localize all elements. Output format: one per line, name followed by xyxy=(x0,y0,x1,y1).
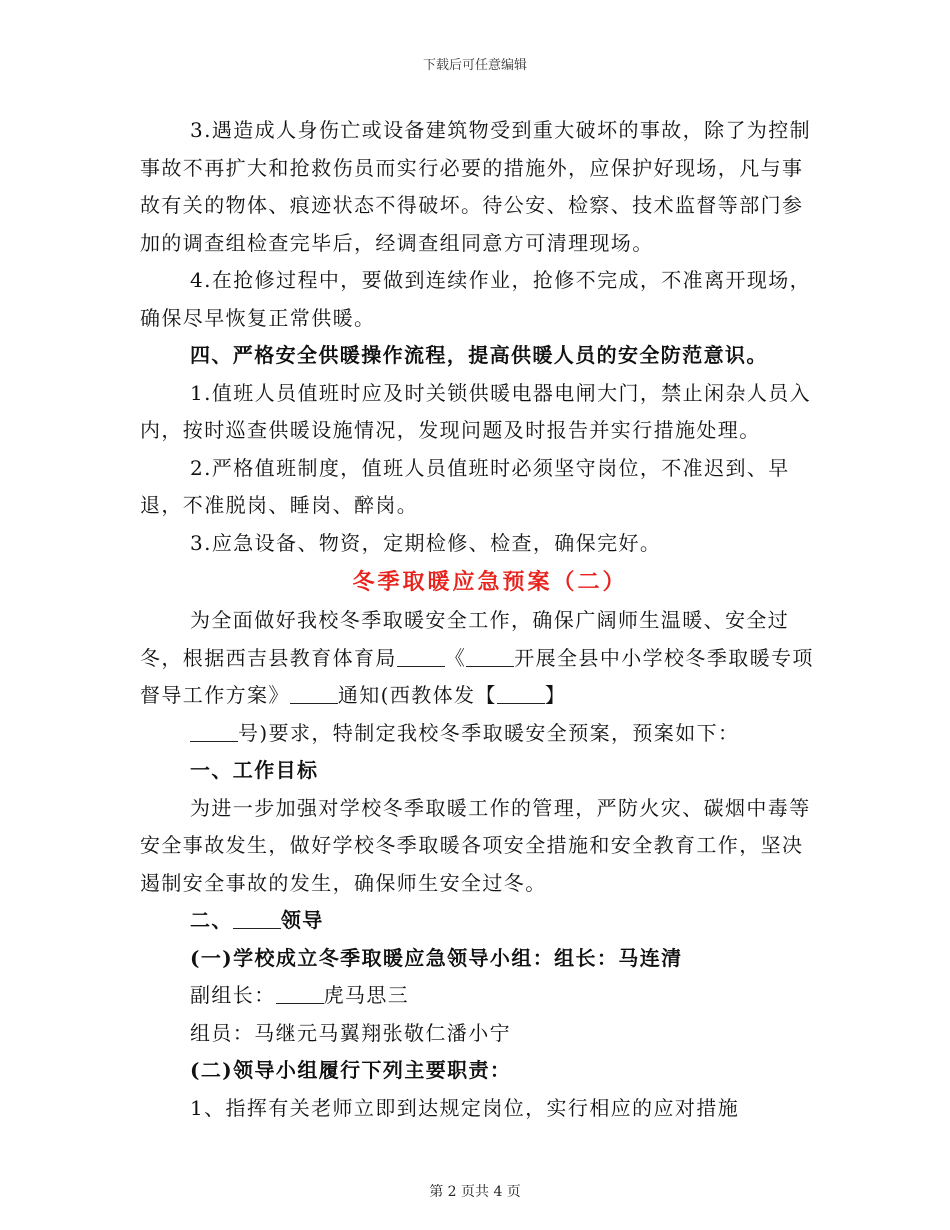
paragraph-repair: 4.在抢修过程中，要做到连续作业，抢修不完成，不准离开现场，确保尽早恢复正常供暖。 xyxy=(140,268,812,330)
heading-leadership xyxy=(140,902,820,940)
paragraph-intro xyxy=(140,602,820,715)
heading-work-goal: 一、工作目标 xyxy=(190,758,319,782)
blank-line xyxy=(290,683,338,704)
subheading-duties: (二)领导小组履行下列主要职责： xyxy=(190,1058,512,1082)
intro-text-4: 通知(西教体发【 xyxy=(337,683,497,707)
heading-leadership-suffix: 领导 xyxy=(280,908,324,932)
page-header: 下载后可任意编辑 xyxy=(422,58,527,73)
blank-line xyxy=(233,908,281,929)
intro-text-5: 】 xyxy=(544,683,567,707)
blank-line xyxy=(466,646,514,667)
paragraph-vice-leader xyxy=(140,977,820,1015)
vice-label: 副组长： xyxy=(190,983,276,1007)
paragraph-duty-system: 2.严格值班制度，值班人员值班时必须坚守岗位，不准迟到、早退，不准脱岗、睡岗、醉岗。 xyxy=(140,455,790,517)
heading-section-four: 四、严格安全供暖操作流程，提高供暖人员的安全防范意识。 xyxy=(190,343,768,367)
intro2-text: 号)要求，特制定我校冬季取暖安全预案，预案如下： xyxy=(238,720,740,745)
paragraph-duty-one: 1、指挥有关老师立即到达规定岗位，实行相应的应对措施 xyxy=(190,1095,740,1120)
vice-names: 虎马思三 xyxy=(323,983,410,1007)
intro-text-2: 《 xyxy=(444,645,467,670)
heading-leadership-prefix: 二、 xyxy=(190,908,233,932)
intro-text-1: 为全面做好我校冬季取暖安全工作，确保广阔师生温暖、安全过冬，根据西吉县教育体育局 xyxy=(140,608,790,670)
paragraph-members: 组员：马继元马翼翔张敬仁潘小宁 xyxy=(190,1020,511,1045)
paragraph-duty-staff: 1.值班人员值班时应及时关锁供暖电器电闸大门，禁止闲杂人员入内，按时巡查供暖设施情况，发现问题及时报告并实行措施处理。 xyxy=(140,380,812,442)
paragraph-accident-scene: 3.遇造成人身伤亡或设备建筑物受到重大破坏的事故，除了为控制事故不再扩大和抢救伤员而实行必要的措施外，应保护好现场，凡与事故有关的物体、痕迹状态不得破坏。待公安、检察、技术监督等部门参加的调查组检查完毕后，经调查组同意方可清理现场。 xyxy=(140,118,812,255)
paragraph-intro-continued xyxy=(140,715,820,753)
blank-line xyxy=(190,721,238,742)
blank-line xyxy=(497,683,545,704)
blank-line xyxy=(397,646,445,667)
document-body xyxy=(140,112,820,1127)
paragraph-equipment: 3.应急设备、物资，定期检修、检查，确保完好。 xyxy=(190,530,662,555)
blank-line xyxy=(276,983,324,1004)
page-footer: 第 2 页共 4 页 xyxy=(429,1184,521,1200)
section-title: 冬季取暖应急预案（二） xyxy=(352,569,628,595)
paragraph-goal: 为进一步加强对学校冬季取暖工作的管理，严防火灾、碳烟中毒等安全事故发生，做好学校冬季取暖各项安全措施和安全教育工作，坚决遏制安全事故的发生，确保师生安全过冬。 xyxy=(140,795,811,895)
subheading-leadership-group: (一)学校成立冬季取暖应急领导小组：组长：马连清 xyxy=(190,945,683,970)
intro-text-3: 开展全县中小学校冬季取暖专项督导工作方案》 xyxy=(140,645,814,707)
